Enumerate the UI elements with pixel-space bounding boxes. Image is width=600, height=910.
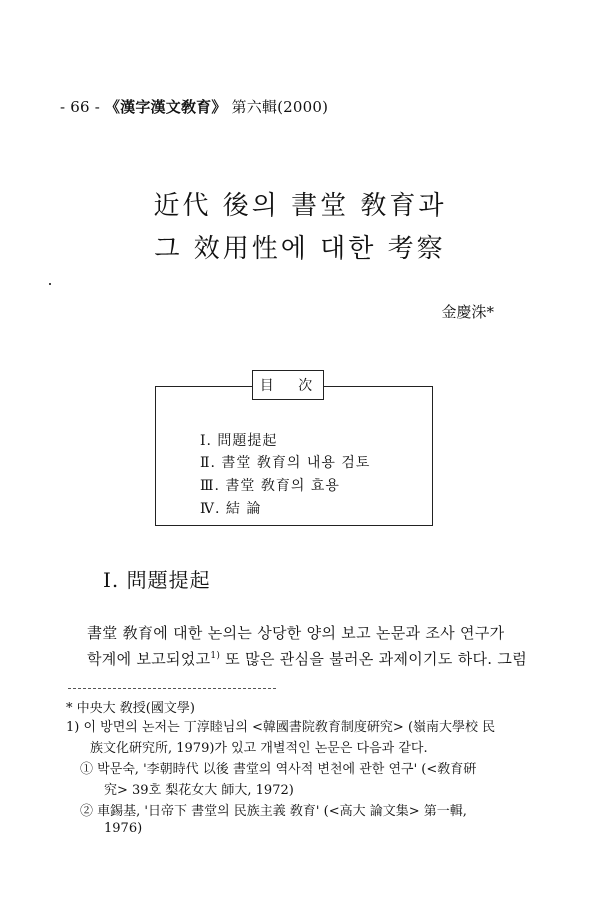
section-heading: Ⅰ. 問題提起 — [103, 568, 211, 592]
footnote-reference-item: 究> 39호 梨花女大 師大, 1972) — [104, 783, 294, 798]
author-name: 金慶洙* — [441, 303, 494, 321]
footnote-line: 族文化硏究所, 1979)가 있고 개별적인 논문은 다음과 같다. — [90, 741, 428, 756]
body-text-segment: 또 많은 관심을 불러온 과제이기도 하다. 그럼 — [220, 650, 528, 668]
footnote-reference: 1) — [210, 651, 221, 661]
footnote-reference-item: ② 車錫基, '日帝下 書堂의 民族主義 敎育' (<高大 論文集> 第一輯, — [80, 804, 467, 819]
body-text-line — [87, 648, 527, 669]
footnote-reference-item: ① 박문숙, '李朝時代 以後 書堂의 역사적 변천에 관한 연구' (<敎育硏 — [80, 762, 477, 777]
toc-item: Ⅳ. 結 論 — [200, 501, 262, 517]
journal-name: 《漢字漢文敎育》 — [104, 98, 227, 116]
footnote-line: 1) 이 방면의 논저는 丁淳睦님의 <韓國書院敎育制度硏究> (嶺南大學校 民 — [66, 720, 496, 735]
article-title-line1: 近代 後의 書堂 敎育과 — [153, 191, 447, 221]
issue-number: 第六輯(2000) — [231, 98, 329, 116]
speck-mark — [49, 283, 51, 285]
toc-item: Ⅰ. 問題提起 — [200, 433, 278, 449]
body-text-line: 書堂 敎育에 대한 논의는 상당한 양의 보고 논문과 조사 연구가 — [87, 624, 505, 642]
footnote-affiliation: * 中央大 敎授(國文學) — [66, 701, 195, 716]
footnote-separator — [68, 688, 276, 689]
page-number: - 66 - — [60, 98, 100, 116]
running-header — [60, 96, 328, 117]
toc-item: Ⅲ. 書堂 敎育의 효용 — [200, 478, 340, 494]
toc-item: Ⅱ. 書堂 敎育의 내용 검토 — [200, 455, 371, 471]
article-title-line2: 그 效用性에 대한 考察 — [154, 234, 446, 264]
body-text-segment: 학계에 보고되었고 — [87, 650, 211, 668]
footnote-reference-item: 1976) — [104, 821, 143, 836]
toc-title: 目 次 — [252, 370, 324, 400]
